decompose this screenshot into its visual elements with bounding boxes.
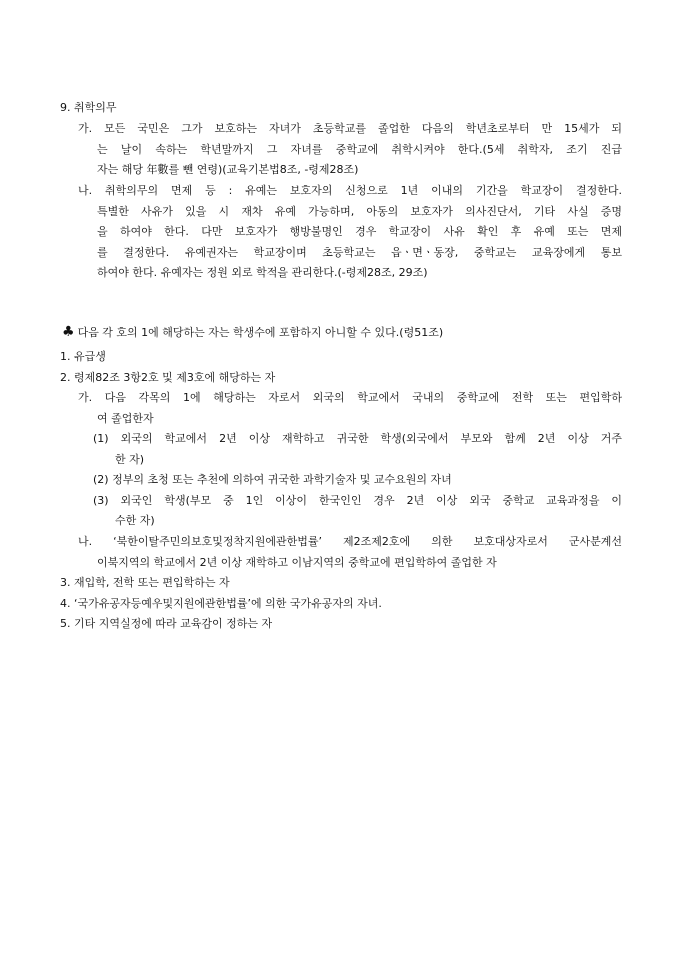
- list-subitem-line: 나. ‘북한이탈주민의보호및정착지원에관한법률’ 제2조제2호에 의한 보호대상자로서 군사분계선: [78, 535, 622, 548]
- paragraph-line: 자는 해당 年數를 뺀 연령)(교육기본법8조, -령제28조): [97, 163, 359, 176]
- list-subitem-line: 여 졸업한자: [97, 412, 154, 425]
- list-subitem-line: 이북지역의 학교에서 2년 이상 재학하고 이남지역의 중학교에 편입학하여 졸업한 자: [97, 556, 497, 569]
- paragraph-line: 가. 모든 국민은 그가 보호하는 자녀가 초등학교를 졸업한 다음의 학년초로부터 만 15세가 되: [78, 122, 622, 135]
- list-subitem-line: 한 자): [115, 453, 145, 466]
- list-item: 5. 기타 지역실정에 따라 교육감이 정하는 자: [60, 617, 273, 630]
- list-item: 3. 재입학, 전학 또는 편입학하는 자: [60, 576, 230, 589]
- list-subitem-line: 가. 다음 각목의 1에 해당하는 자로서 외국의 학교에서 국내의 중학교에 전학 또는 편입학하: [78, 391, 622, 404]
- paragraph-line: 특별한 사유가 있을 시 재차 유예 가능하며, 아동의 보호자가 의사진단서, 기타 사실 증명: [97, 205, 622, 218]
- paragraph-line: 나. 취학의무의 면제 등 : 유예는 보호자의 신청으로 1년 이내의 기간을 학교장이 결정한다.: [78, 184, 622, 197]
- list-subitem-line: 수한 자): [115, 514, 155, 527]
- notice-heading: [62, 323, 443, 342]
- list-subitem-line: (2) 정부의 초청 또는 추천에 의하여 귀국한 과학기술자 및 교수요원의 자녀: [93, 473, 452, 486]
- list-subitem-line: (1) 외국의 학교에서 2년 이상 재학하고 귀국한 학생(외국에서 부모와 함께 2년 이상 거주: [93, 432, 622, 445]
- section-title: 9. 취학의무: [60, 101, 117, 114]
- club-icon: ♣: [62, 324, 75, 340]
- paragraph-line: 는 날이 속하는 학년말까지 그 자녀를 중학교에 취학시켜야 한다.(5세 취학자, 조기 진급: [97, 143, 622, 156]
- notice-text: 다음 각 호의 1에 해당하는 자는 학생수에 포함하지 아니할 수 있다.(령51조): [77, 326, 444, 339]
- list-subitem-line: (3) 외국인 학생(부모 중 1인 이상이 한국인인 경우 2년 이상 외국 중학교 교육과정을 이: [93, 494, 622, 507]
- list-item: 1. 유급생: [60, 350, 106, 363]
- list-item: 4. ‘국가유공자등예우및지원에관한법률’에 의한 국가유공자의 자녀.: [60, 597, 382, 610]
- list-item: 2. 령제82조 3항2호 및 제3호에 해당하는 자: [60, 371, 276, 384]
- paragraph-line: 하여야 한다. 유예자는 정원 외로 학적을 관리한다.(-령제28조, 29조): [97, 266, 428, 279]
- paragraph-line: 를 결정한다. 유예권자는 학교장이며 초등학교는 읍ㆍ면ㆍ동장, 중학교는 교육장에게 통보: [97, 246, 622, 259]
- paragraph-line: 을 하여야 한다. 다만 보호자가 행방불명인 경우 학교장이 사유 확인 후 유예 또는 면제: [97, 225, 622, 238]
